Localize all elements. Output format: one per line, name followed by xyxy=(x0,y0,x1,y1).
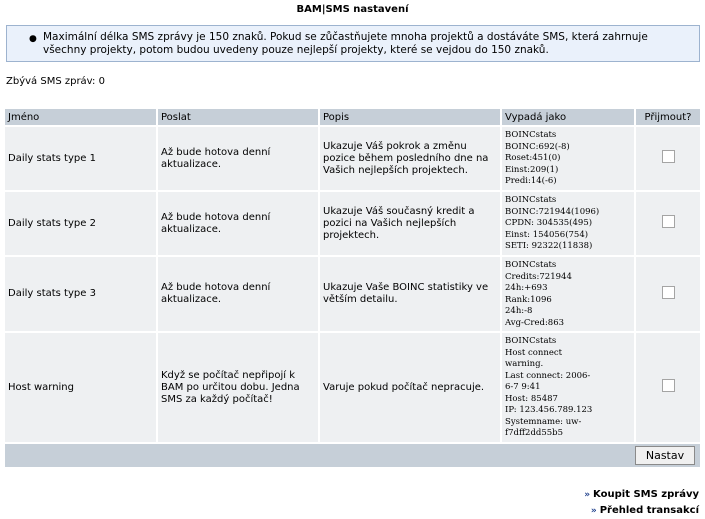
sms-settings-table xyxy=(3,107,702,469)
preview-line: Host connect xyxy=(505,347,563,358)
table-row xyxy=(5,192,700,255)
preview-line: warning. xyxy=(505,359,544,369)
remaining-sms-count: Zbývá SMS zpráv: 0 xyxy=(6,76,105,87)
preview-line: Einst: 154056(754) xyxy=(505,229,589,240)
row-preview xyxy=(502,127,634,190)
row-accept-cell xyxy=(636,257,700,331)
row-send: Až bude hotova denní aktualizace. xyxy=(158,127,318,190)
row-name: Daily stats type 2 xyxy=(5,192,156,255)
row-preview xyxy=(502,192,634,255)
bullet-icon: ● xyxy=(29,34,37,44)
row-description: Ukazuje Váš pokrok a změnu pozice během posledního dne na Vašich nejlepších projektech. xyxy=(320,127,500,190)
row-name: Daily stats type 1 xyxy=(5,127,156,190)
preview-line: Credits:721944 xyxy=(505,271,572,282)
preview-line: CPDN: 304535(495) xyxy=(505,218,593,228)
preview-line: f7dff2dd55b5 xyxy=(505,428,563,438)
buy-sms-link[interactable] xyxy=(584,487,699,503)
preview-line: Systemname: uw- xyxy=(505,416,582,427)
accept-checkbox[interactable] xyxy=(662,150,675,163)
preview-line: SETI: 92322(11838) xyxy=(505,241,593,251)
preview-line: BOINCstats xyxy=(505,195,557,205)
bottom-links xyxy=(584,487,699,519)
accept-checkbox[interactable] xyxy=(662,379,675,392)
preview-line: BOINC:692(-8) xyxy=(505,141,570,152)
preview-line: 24h:-8 xyxy=(505,306,533,316)
preview-line: BOINCstats xyxy=(505,130,557,140)
accept-checkbox[interactable] xyxy=(662,286,675,299)
preview-line: Rank:1096 xyxy=(505,294,552,305)
table-header-row xyxy=(5,109,700,125)
preview-line: Predi:14(-6) xyxy=(505,176,557,186)
preview-line: Roset:451(0) xyxy=(505,153,561,163)
preview-line: 6-7 9:41 xyxy=(505,382,541,392)
preview-line: 24h:+693 xyxy=(505,283,548,293)
table-row xyxy=(5,127,700,190)
transactions-link[interactable] xyxy=(584,503,699,519)
header-preview: Vypadá jako xyxy=(502,109,634,125)
header-send: Poslat xyxy=(158,109,318,125)
double-chevron-right-icon: » xyxy=(584,490,591,500)
row-name: Host warning xyxy=(5,333,156,442)
row-accept-cell xyxy=(636,192,700,255)
row-name: Daily stats type 3 xyxy=(5,257,156,331)
header-name: Jméno xyxy=(5,109,156,125)
row-send: Až bude hotova denní aktualizace. xyxy=(158,192,318,255)
preview-line: Host: 85487 xyxy=(505,393,558,404)
accept-checkbox[interactable] xyxy=(662,215,675,228)
row-send: Až bude hotova denní aktualizace. xyxy=(158,257,318,331)
preview-line: IP: 123.456.789.123 xyxy=(505,405,593,415)
preview-line: BOINC:721944(1096) xyxy=(505,206,600,217)
header-accept: Přijmout? xyxy=(636,109,700,125)
row-preview xyxy=(502,257,634,331)
footer-cell xyxy=(5,444,700,467)
page-title: BAM|SMS nastavení xyxy=(296,4,409,15)
info-box xyxy=(6,25,700,62)
table-row xyxy=(5,333,700,442)
row-description: Varuje pokud počítač nepracuje. xyxy=(320,333,500,442)
preview-line: Avg-Cred:863 xyxy=(505,317,565,328)
transactions-link-label: Přehled transakcí xyxy=(599,505,699,516)
preview-line: BOINCstats xyxy=(505,336,557,346)
preview-line: Last connect: 2006- xyxy=(505,370,591,381)
table-footer-row xyxy=(5,444,700,467)
buy-sms-link-label: Koupit SMS zprávy xyxy=(593,489,699,500)
row-send: Když se počítač nepřipojí k BAM po určitou dobu. Jedna SMS za každý počítač! xyxy=(158,333,318,442)
row-preview xyxy=(502,333,634,442)
row-description: Ukazuje Vaše BOINC statistiky ve větším detailu. xyxy=(320,257,500,331)
row-description: Ukazuje Váš současný kredit a pozici na Vašich nejlepších projektech. xyxy=(320,192,500,255)
info-text: Maximální délka SMS zprávy je 150 znaků. Pokud se zůčastňujete mnoha projektů a dostáváte SMS, která zahrnuje všechny projekty, potom budou uvedeny pouze nejlepší projekty, které se vejdou do 150 znaků. xyxy=(43,31,648,56)
preview-line: Einst:209(1) xyxy=(505,164,559,175)
preview-line: BOINCstats xyxy=(505,260,557,270)
table-row xyxy=(5,257,700,331)
header-description: Popis xyxy=(320,109,500,125)
row-accept-cell xyxy=(636,333,700,442)
row-accept-cell xyxy=(636,127,700,190)
set-button[interactable]: Nastav xyxy=(635,446,695,465)
double-chevron-right-icon: » xyxy=(590,506,597,516)
